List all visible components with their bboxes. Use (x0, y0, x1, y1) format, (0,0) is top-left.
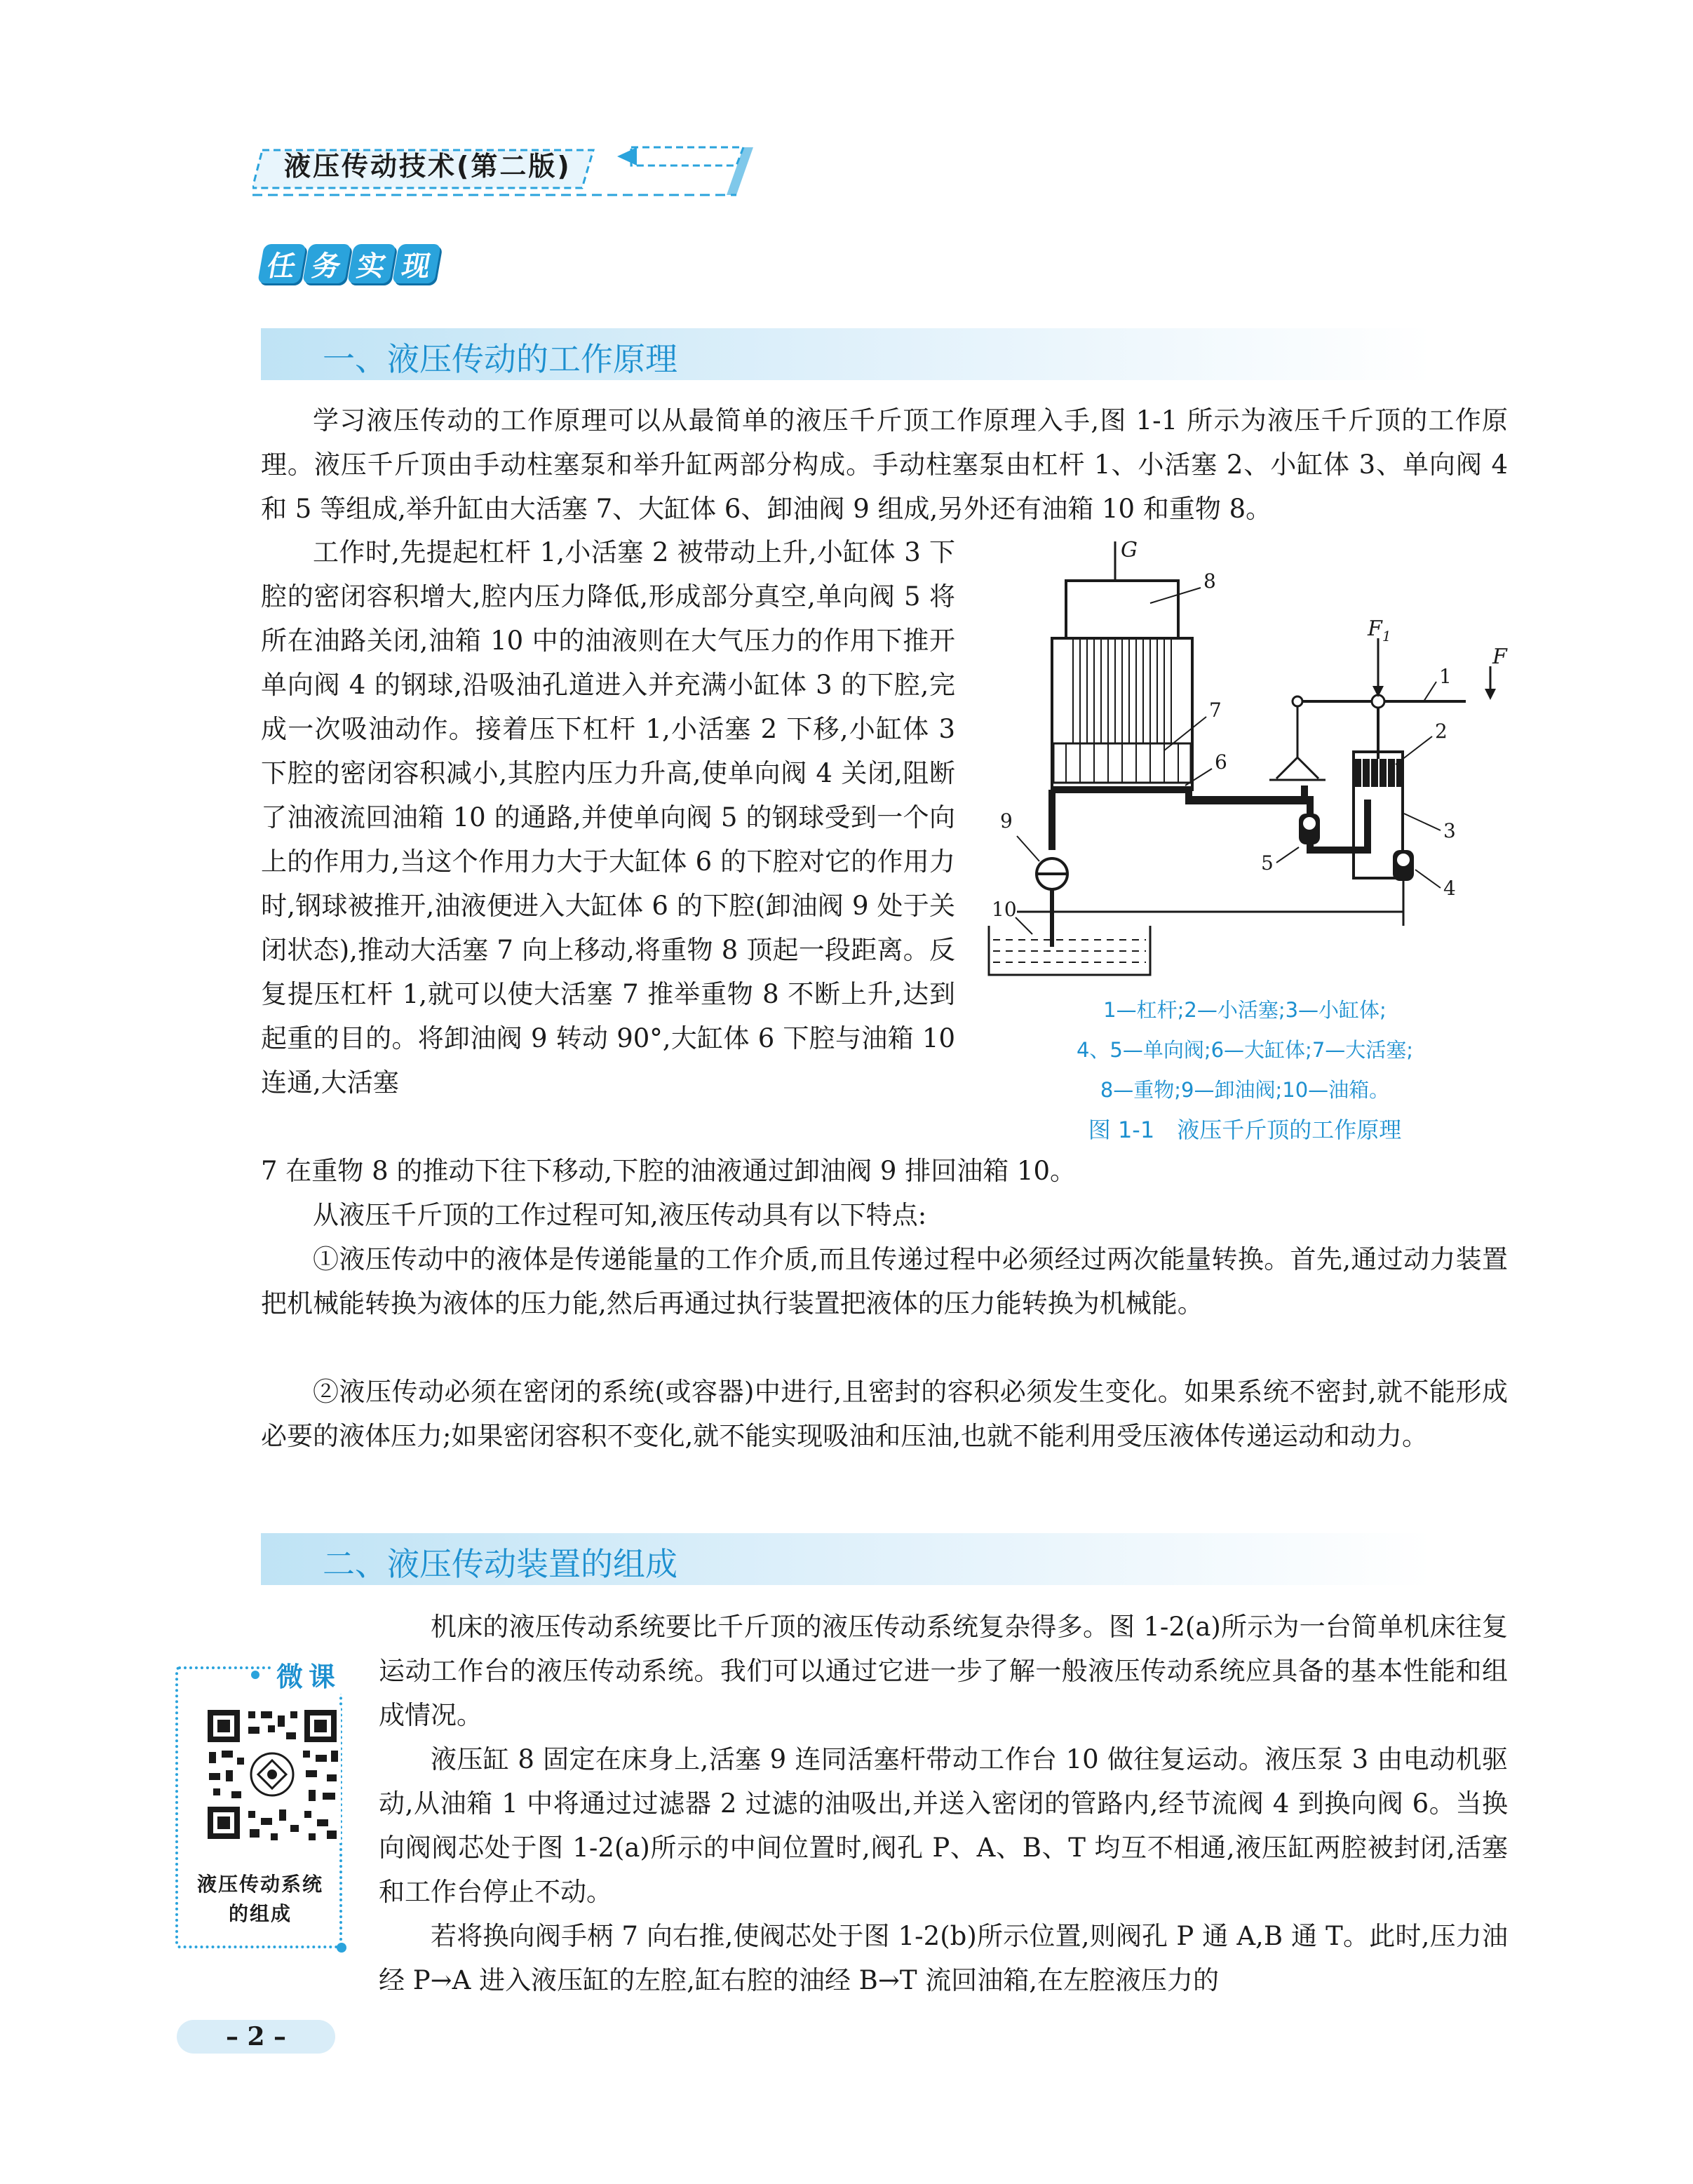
micro-lesson-caption-line: 液压传动系统 (196, 1873, 323, 1896)
paragraph-intro: 学习液压传动的工作原理可以从最简单的液压千斤顶工作原理入手,图 1-1 所示为液压千斤顶的工作原理。液压千斤顶由手动柱塞泵和举升缸两部分构成。手动柱塞泵由杠杆 1、小活塞 2、小缸体 3、单向阀 4 和 5 等组成,举升缸由大活塞 7、大缸体 6、卸油阀 9 组成,另外还有油箱 10 和重物 8。 (261, 405, 1508, 524)
figure-legend-line: 1—杠杆;2—小活塞;3—小缸体; (1103, 998, 1387, 1022)
suction-pipe (1017, 881, 1403, 926)
leader-5 (1276, 847, 1299, 863)
check-valve-4-ball (1397, 854, 1410, 866)
paragraph-working-process: 工作时,先提起杠杆 1,小活塞 2 被带动上升,小缸体 3 下腔的密闭容积增大,腔内压力降低,形成部分真空,单向阀 5 将所在油路关闭,油箱 10 中的油液则在大气压力的作用下推开单向阀 4 的钢球,沿吸油孔道进入并充满小缸体 3 的下腔,完成一次吸油动作。接着压下杠杆 1,小活塞 2 下移,小缸体 3 下腔的密闭容积减小,其腔内压力升高,使单向阀 4 关闭,阻断了油液流回油箱 10 的通路,并使单向阀 5 的钢球受到一个向上的作用力,当这个作用力大于大缸体 6 的下腔对它的作用力时,钢球被推开,油液便进入大缸体 6 的下腔(卸油阀 9 处于关闭状态),推动大活塞 7 向上移动,将重物 8 顶起一段距离。反复提压杠杆 1,就可以使大活塞 7 推举重物 8 不断上升,达到起重的目的。将卸油阀 9 转动 90°,大缸体 6 下腔与油箱 10 连通,大活塞 (261, 537, 955, 1098)
page-number: – 2 – (225, 2022, 287, 2051)
section-heading-1 (261, 328, 1432, 380)
pressure-pipe (1052, 786, 1304, 850)
leader-4 (1415, 870, 1441, 888)
micro-lesson-caption-line: 的组成 (228, 1902, 292, 1925)
force-F-head (1485, 689, 1496, 700)
micro-lesson-caption (187, 1870, 334, 1929)
running-header-title: 液压传动技术(第二版) (284, 151, 572, 182)
large-piston-rod (1073, 638, 1171, 743)
label-3: 3 (1443, 819, 1456, 842)
leader-3 (1404, 814, 1441, 830)
label-G: G (1121, 538, 1138, 562)
micro-lesson-label-dot-icon (251, 1671, 259, 1679)
figure-hydraulic-jack (975, 533, 1515, 982)
label-10: 10 (992, 898, 1017, 921)
label-7: 7 (1209, 699, 1222, 722)
task-banner-char: 务 (302, 244, 351, 283)
paragraph-reversing-valve: 若将换向阀手柄 7 向右推,使阀芯处于图 1-2(b)所示位置,则阀孔 P 通 A,B 通 T。此时,压力油经 P→A 进入液压缸的左腔,缸右腔的油经 B→T 流回油箱,在左腔液压力的 (379, 1921, 1508, 1995)
header-arrow-head-icon (617, 147, 637, 166)
label-9: 9 (1000, 809, 1013, 833)
paragraph-feature-2: ②液压传动必须在密闭的系统(或容器)中进行,且密封的容积必须发生变化。如果系统不密封,就不能形成必要的液体压力;如果密闭容积不变化,就不能实现吸油和压油,也就不能利用受压液体传递运动和动力。 (261, 1377, 1508, 1451)
micro-lesson-corner-dot-icon (337, 1943, 346, 1953)
label-6: 6 (1215, 750, 1227, 774)
check-valve-5-ball (1303, 817, 1316, 830)
task-banner-char: 实 (347, 244, 396, 283)
pipe-to-valve-5 (1185, 800, 1368, 850)
leader-9 (1017, 836, 1039, 861)
label-2: 2 (1435, 720, 1448, 743)
lever-fulcrum (1293, 696, 1302, 706)
qr-code-icon[interactable] (203, 1706, 341, 1843)
figure-legend-line: 4、5—单向阀;6—大缸体;7—大活塞; (1076, 1038, 1414, 1062)
paragraph-feature-1: ①液压传动中的液体是传递能量的工作介质,而且传递过程中必须经过两次能量转换。首先,通过动力装置把机械能转换为液体的压力能,然后再通过执行装置把液体的压力能转换为机械能。 (261, 1244, 1508, 1319)
task-banner-char: 任 (257, 244, 306, 283)
paragraph-features-intro: 从液压千斤顶的工作过程可知,液压传动具有以下特点: (313, 1200, 927, 1230)
figure-legend-line: 8—重物;9—卸油阀;10—油箱。 (1100, 1078, 1390, 1102)
leader-10 (1016, 917, 1032, 934)
paragraph-working-process-tail: 7 在重物 8 的推动下往下移动,下腔的油液通过卸油阀 9 排回油箱 10。 (261, 1156, 1077, 1186)
oil-tank-fluid (993, 940, 1146, 962)
paragraph-cylinder-description: 液压缸 8 固定在床身上,活塞 9 连同活塞杆带动工作台 10 做往复运动。液压泵 3 由电动机驱动,从油箱 1 中将通过过滤器 2 过滤的油吸出,并送入密闭的管路内,经节流阀 4 到换向阀 6。当换向阀阀芯处于图 1-2(a)所示的中间位置时,阀孔 P、A、B、T 均互不相通,液压缸两腔被封闭,活塞和工作台停止不动。 (379, 1744, 1508, 1907)
task-banner-char: 现 (392, 244, 441, 283)
task-banner (261, 244, 438, 283)
section-heading-2 (261, 1533, 1432, 1585)
label-F: F (1492, 645, 1507, 669)
figure-legend (975, 990, 1515, 1150)
section-title: 一、液压传动的工作原理 (323, 340, 677, 378)
leader-1 (1424, 682, 1436, 701)
label-F1: $F_1$ (1368, 616, 1391, 645)
label-8: 8 (1203, 569, 1216, 593)
header-arrow-icon (631, 147, 743, 166)
label-F1-subscript: 1 (1382, 628, 1391, 645)
label-5: 5 (1261, 851, 1274, 875)
header-slant-icon (727, 147, 753, 195)
micro-lesson-label: 微课 (272, 1655, 345, 1694)
figure-title: 图 1-1 液压千斤顶的工作原理 (1088, 1117, 1402, 1143)
label-4: 4 (1443, 877, 1456, 900)
weight-8 (1066, 581, 1178, 638)
label-1: 1 (1439, 665, 1452, 688)
section-title: 二、液压传动装置的组成 (323, 1545, 677, 1583)
paragraph-machine-system: 机床的液压传动系统要比千斤顶的液压传动系统复杂得多。图 1-2(a)所示为一台简单机床往复运动工作台的液压传动系统。我们可以通过它进一步了解一般液压传动系统应具备的基本性能和组成情况。 (379, 1612, 1508, 1730)
lever-support (1276, 706, 1318, 778)
